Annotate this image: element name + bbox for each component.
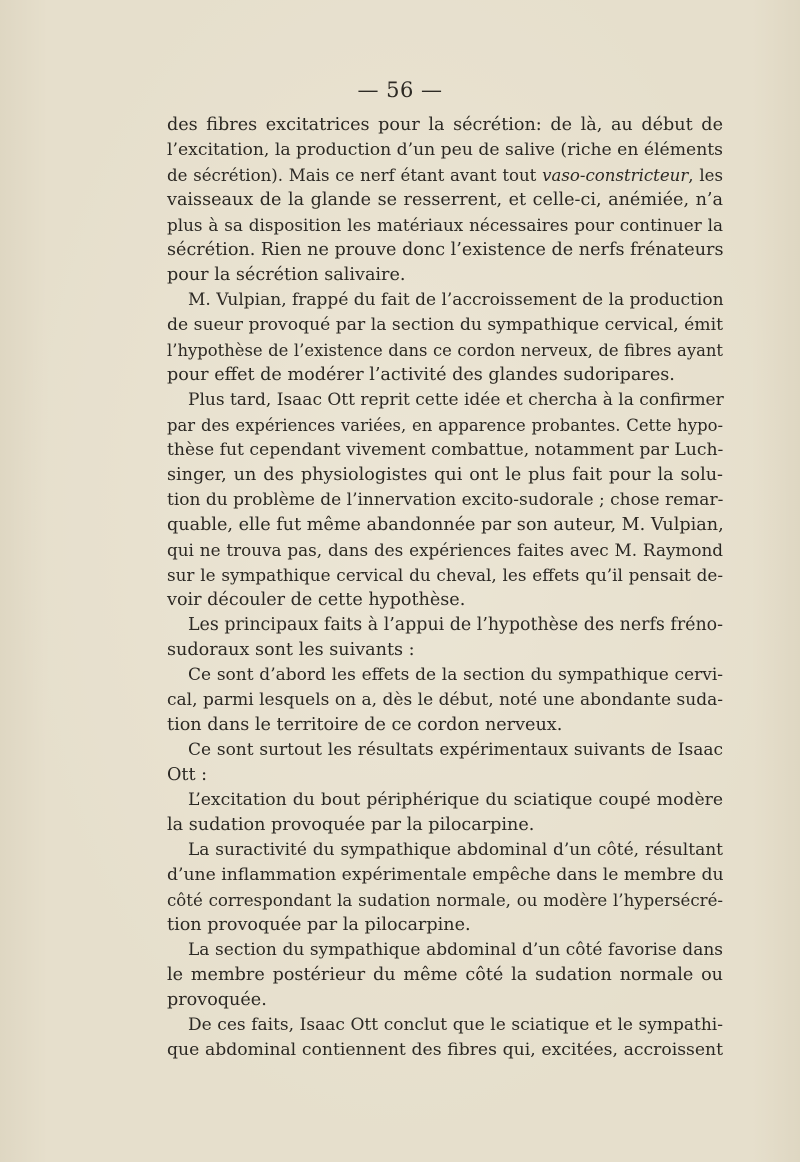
text-line-30: La suractivité du sympathique abdominal d’un côté, résultant <box>188 840 723 860</box>
text-line-22: sudoraux sont les suivants : <box>167 640 415 660</box>
text-line-9: de sueur provoqué par la section du sympathique cervical, émit <box>167 315 724 335</box>
text-line-26: Ce sont surtout les résultats expérimentaux suivants de Isaac <box>188 740 723 760</box>
text-line-2: l’excitation, la production d’un peu de salive (riche en éléments <box>167 140 723 160</box>
text-line-10: l’hypothèse de l’existence dans ce cordon nerveux, de fibres ayant <box>167 341 723 360</box>
text-line-21: Les principaux faits à l’appui de l’hypothèse des nerfs fréno- <box>188 615 723 635</box>
text-line-19: sur le sympathique cervical du cheval, les effets qu’il pensait de- <box>167 565 723 585</box>
text-line-5: plus à sa disposition les matériaux nécessaires pour continuer la <box>167 215 723 235</box>
page-number: — 56 — <box>357 78 443 102</box>
text-line-27: Ott : <box>167 765 208 785</box>
text-line-24: cal, parmi lesquels on a, dès le début, noté une abondante suda- <box>167 690 723 710</box>
text-line-31: d’une inflammation expérimentale empêche dans le membre du <box>167 865 724 885</box>
text-line-15: singer, un des physiologistes qui ont le plus fait pour la solu- <box>167 465 723 485</box>
text-line-20: voir découler de cette hypothèse. <box>167 590 466 610</box>
italic-term: vaso-constricteur <box>542 166 689 185</box>
text-line-33: tion provoquée par la pilocarpine. <box>167 915 471 935</box>
text-line-3 <box>167 163 723 188</box>
text-line-29: la sudation provoquée par la pilocarpine. <box>167 815 535 835</box>
text-line-14: thèse fut cependant vivement combattue, notamment par Luch- <box>167 440 724 460</box>
text-line-3-end: , les <box>688 166 723 185</box>
text-line-38: que abdominal contiennent des fibres qui, excitées, accroissent <box>167 1040 723 1060</box>
text-line-1: des fibres excitatrices pour la sécrétion: de là, au début de <box>167 115 723 135</box>
text-line-4: vaisseaux de la glande se resserrent, et celle-ci, anémiée, n’a <box>167 190 723 210</box>
text-line-35: le membre postérieur du même côté la sudation normale ou <box>167 965 723 985</box>
text-line-8: M. Vulpian, frappé du fait de l’accroissement de la production <box>188 290 724 310</box>
text-line-16: tion du problème de l’innervation excito-sudorale ; chose remar- <box>167 490 724 510</box>
text-line-3-start: de sécrétion). Mais ce nerf étant avant tout <box>167 166 543 185</box>
text-line-25: tion dans le territoire de ce cordon nerveux. <box>167 715 563 735</box>
text-line-32: côté correspondant la sudation normale, ou modère l’hypersécré- <box>167 891 723 910</box>
text-line-13: par des expériences variées, en apparence probantes. Cette hypo- <box>167 416 723 435</box>
text-line-34: La section du sympathique abdominal d’un côté favorise dans <box>188 940 723 960</box>
text-line-18: qui ne trouva pas, dans des expériences faites avec M. Raymond <box>167 540 723 560</box>
text-line-36: provoquée. <box>167 990 267 1010</box>
text-line-17: quable, elle fut même abandonnée par son auteur, M. Vulpian, <box>167 515 724 535</box>
text-line-6: sécrétion. Rien ne prouve donc l’existence de nerfs frénateurs <box>167 240 724 260</box>
text-line-23: Ce sont d’abord les effets de la section du sympathique cervi- <box>188 665 723 685</box>
text-line-28: L’excitation du bout périphérique du sciatique coupé modère <box>188 790 723 810</box>
body-text <box>167 113 723 1063</box>
text-line-12: Plus tard, Isaac Ott reprit cette idée et chercha à la confirmer <box>188 390 724 410</box>
text-line-11: pour effet de modérer l’activité des glandes sudoripares. <box>167 365 675 385</box>
text-line-37: De ces faits, Isaac Ott conclut que le sciatique et le sympathi- <box>188 1015 723 1035</box>
text-line-7: pour la sécrétion salivaire. <box>167 265 406 285</box>
